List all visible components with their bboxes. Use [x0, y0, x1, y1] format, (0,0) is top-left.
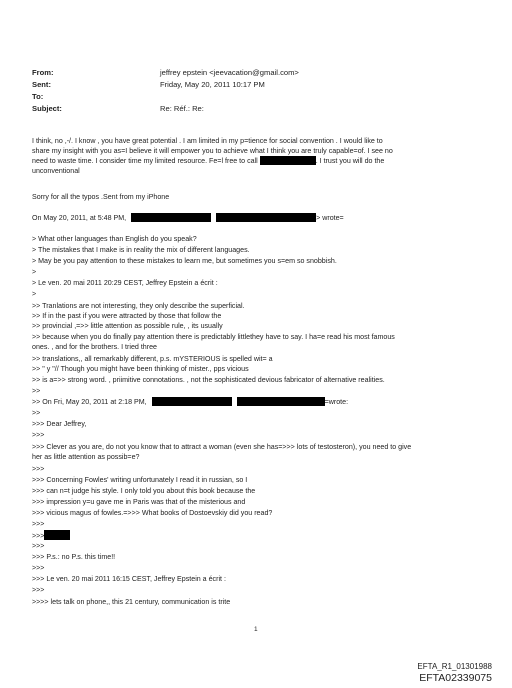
quote-line [32, 397, 348, 407]
quote-line: >>> vicious magus of fowles.=>>> What books of Dostoevskiy did you read? [32, 509, 273, 517]
from-value: jeffrey epstein <jeevacation@gmail.com> [160, 68, 299, 77]
redaction-box [260, 156, 316, 165]
sent-value: Friday, May 20, 2011 10:17 PM [160, 80, 265, 89]
redaction-box [237, 397, 325, 406]
quote-line: >>> impression y=u gave me in Paris was that of the misterious and [32, 498, 246, 506]
footer-id-primary: EFTA_R1_01301988 [417, 662, 492, 671]
quote-line: >> is a=>> strong word. , priimitive connotations. , not the sophisticated devious fabricator of alternative realities. [32, 376, 385, 384]
quote-line: ones. , and for the brothers. I tried three [32, 343, 157, 351]
quote-line: > What other languages than English do you speak? [32, 235, 197, 243]
body-text: >>> [32, 532, 45, 540]
body-line [32, 156, 384, 166]
quote-line: >> translations,, all remarkably different, p.s. mYSTERIOUS is spelled wit= a [32, 355, 273, 363]
quote-line: > The mistakes that I make is in reality the mix of different languages. [32, 246, 250, 254]
redaction-box [44, 530, 70, 540]
subject-label: Subject: [32, 104, 62, 113]
redaction-box [131, 213, 211, 222]
body-text: > wrote= [316, 214, 344, 222]
quote-header [32, 213, 344, 223]
body-line: I think, no ,-/. I know , you have great potential . I am limited in my p=tience for social convention . I would like to [32, 137, 383, 145]
quote-line: >>> P.s.: no P.s. this time!! [32, 553, 116, 561]
quote-line: >> Tranlations are not interesting, they only describe the superficial. [32, 302, 245, 310]
body-text: need to waste time. I consider time my limited resource. Fe=l free to call [32, 157, 258, 165]
to-label: To: [32, 92, 44, 101]
quote-line: > [32, 268, 37, 276]
quote-line: > [32, 290, 37, 298]
body-line: share my insight with you as=I believe it will empower you to achieve what I think you are truly capable=of. I see no [32, 147, 393, 155]
quote-line: >>> [32, 564, 45, 572]
redaction-box [152, 397, 232, 406]
quote-line: >> " y "// Though you might have been thinking of mister., pps vicious [32, 365, 249, 373]
body-line: unconventional [32, 167, 80, 175]
redaction-box [216, 213, 316, 222]
quote-line: >>> [32, 542, 45, 550]
sent-label: Sent: [32, 80, 51, 89]
quote-line: > Le ven. 20 mai 2011 20:29 CEST, Jeffrey Epstein a écrit : [32, 279, 218, 287]
quote-line: >>> [32, 520, 45, 528]
quote-line: >>> Clever as you are, do not you know that to attract a woman (even she has=>>> lots of testosteron), you need to give [32, 443, 412, 451]
body-text: . I trust you will do the [315, 157, 385, 165]
quote-line: her as little attention as possib=e? [32, 453, 140, 461]
quote-line: > May be you pay attention to these mistakes to learn me, but sometimes you s=em so snobbish. [32, 257, 337, 265]
body-text: =wrote: [324, 398, 349, 406]
signature-line: Sorry for all the typos .Sent from my iPhone [32, 193, 170, 201]
subject-value: Re: Réf.: Re: [160, 104, 204, 113]
quote-line: >>>> lets talk on phone,, this 21 century, communication is trite [32, 598, 231, 606]
quote-line: >>> Le ven. 20 mai 2011 16:15 CEST, Jeffrey Epstein a écrit : [32, 575, 226, 583]
quote-line: >> because when you do finally pay attention there is predictably littlethey have to say. I ha=e read his most famous [32, 333, 395, 341]
quote-line: >>> [32, 431, 45, 439]
quote-line: >>> Concerning Fowles' writing unfortunately I read it in russian, so I [32, 476, 248, 484]
quote-line: >> [32, 387, 41, 395]
footer-id-secondary: EFTA02339075 [419, 672, 492, 684]
from-label: From: [32, 68, 54, 77]
quote-line [32, 530, 70, 541]
quote-line: >>> [32, 586, 45, 594]
quote-line: >> [32, 409, 41, 417]
body-text: On May 20, 2011, at 5:48 PM, [32, 214, 127, 222]
quote-line: >>> Dear Jeffrey, [32, 420, 87, 428]
quote-line: >>> [32, 465, 45, 473]
quote-line: >>> can n=t judge his style. I only told you about this book because the [32, 487, 256, 495]
body-text: >> On Fri, May 20, 2011 at 2:18 PM, [32, 398, 147, 406]
quote-line: >> provincial ,=>> little attention as possible rule, , its usually [32, 322, 223, 330]
quote-line: >> If in the past if you were attracted by those that follow the [32, 312, 222, 320]
page-number: 1 [254, 626, 258, 633]
